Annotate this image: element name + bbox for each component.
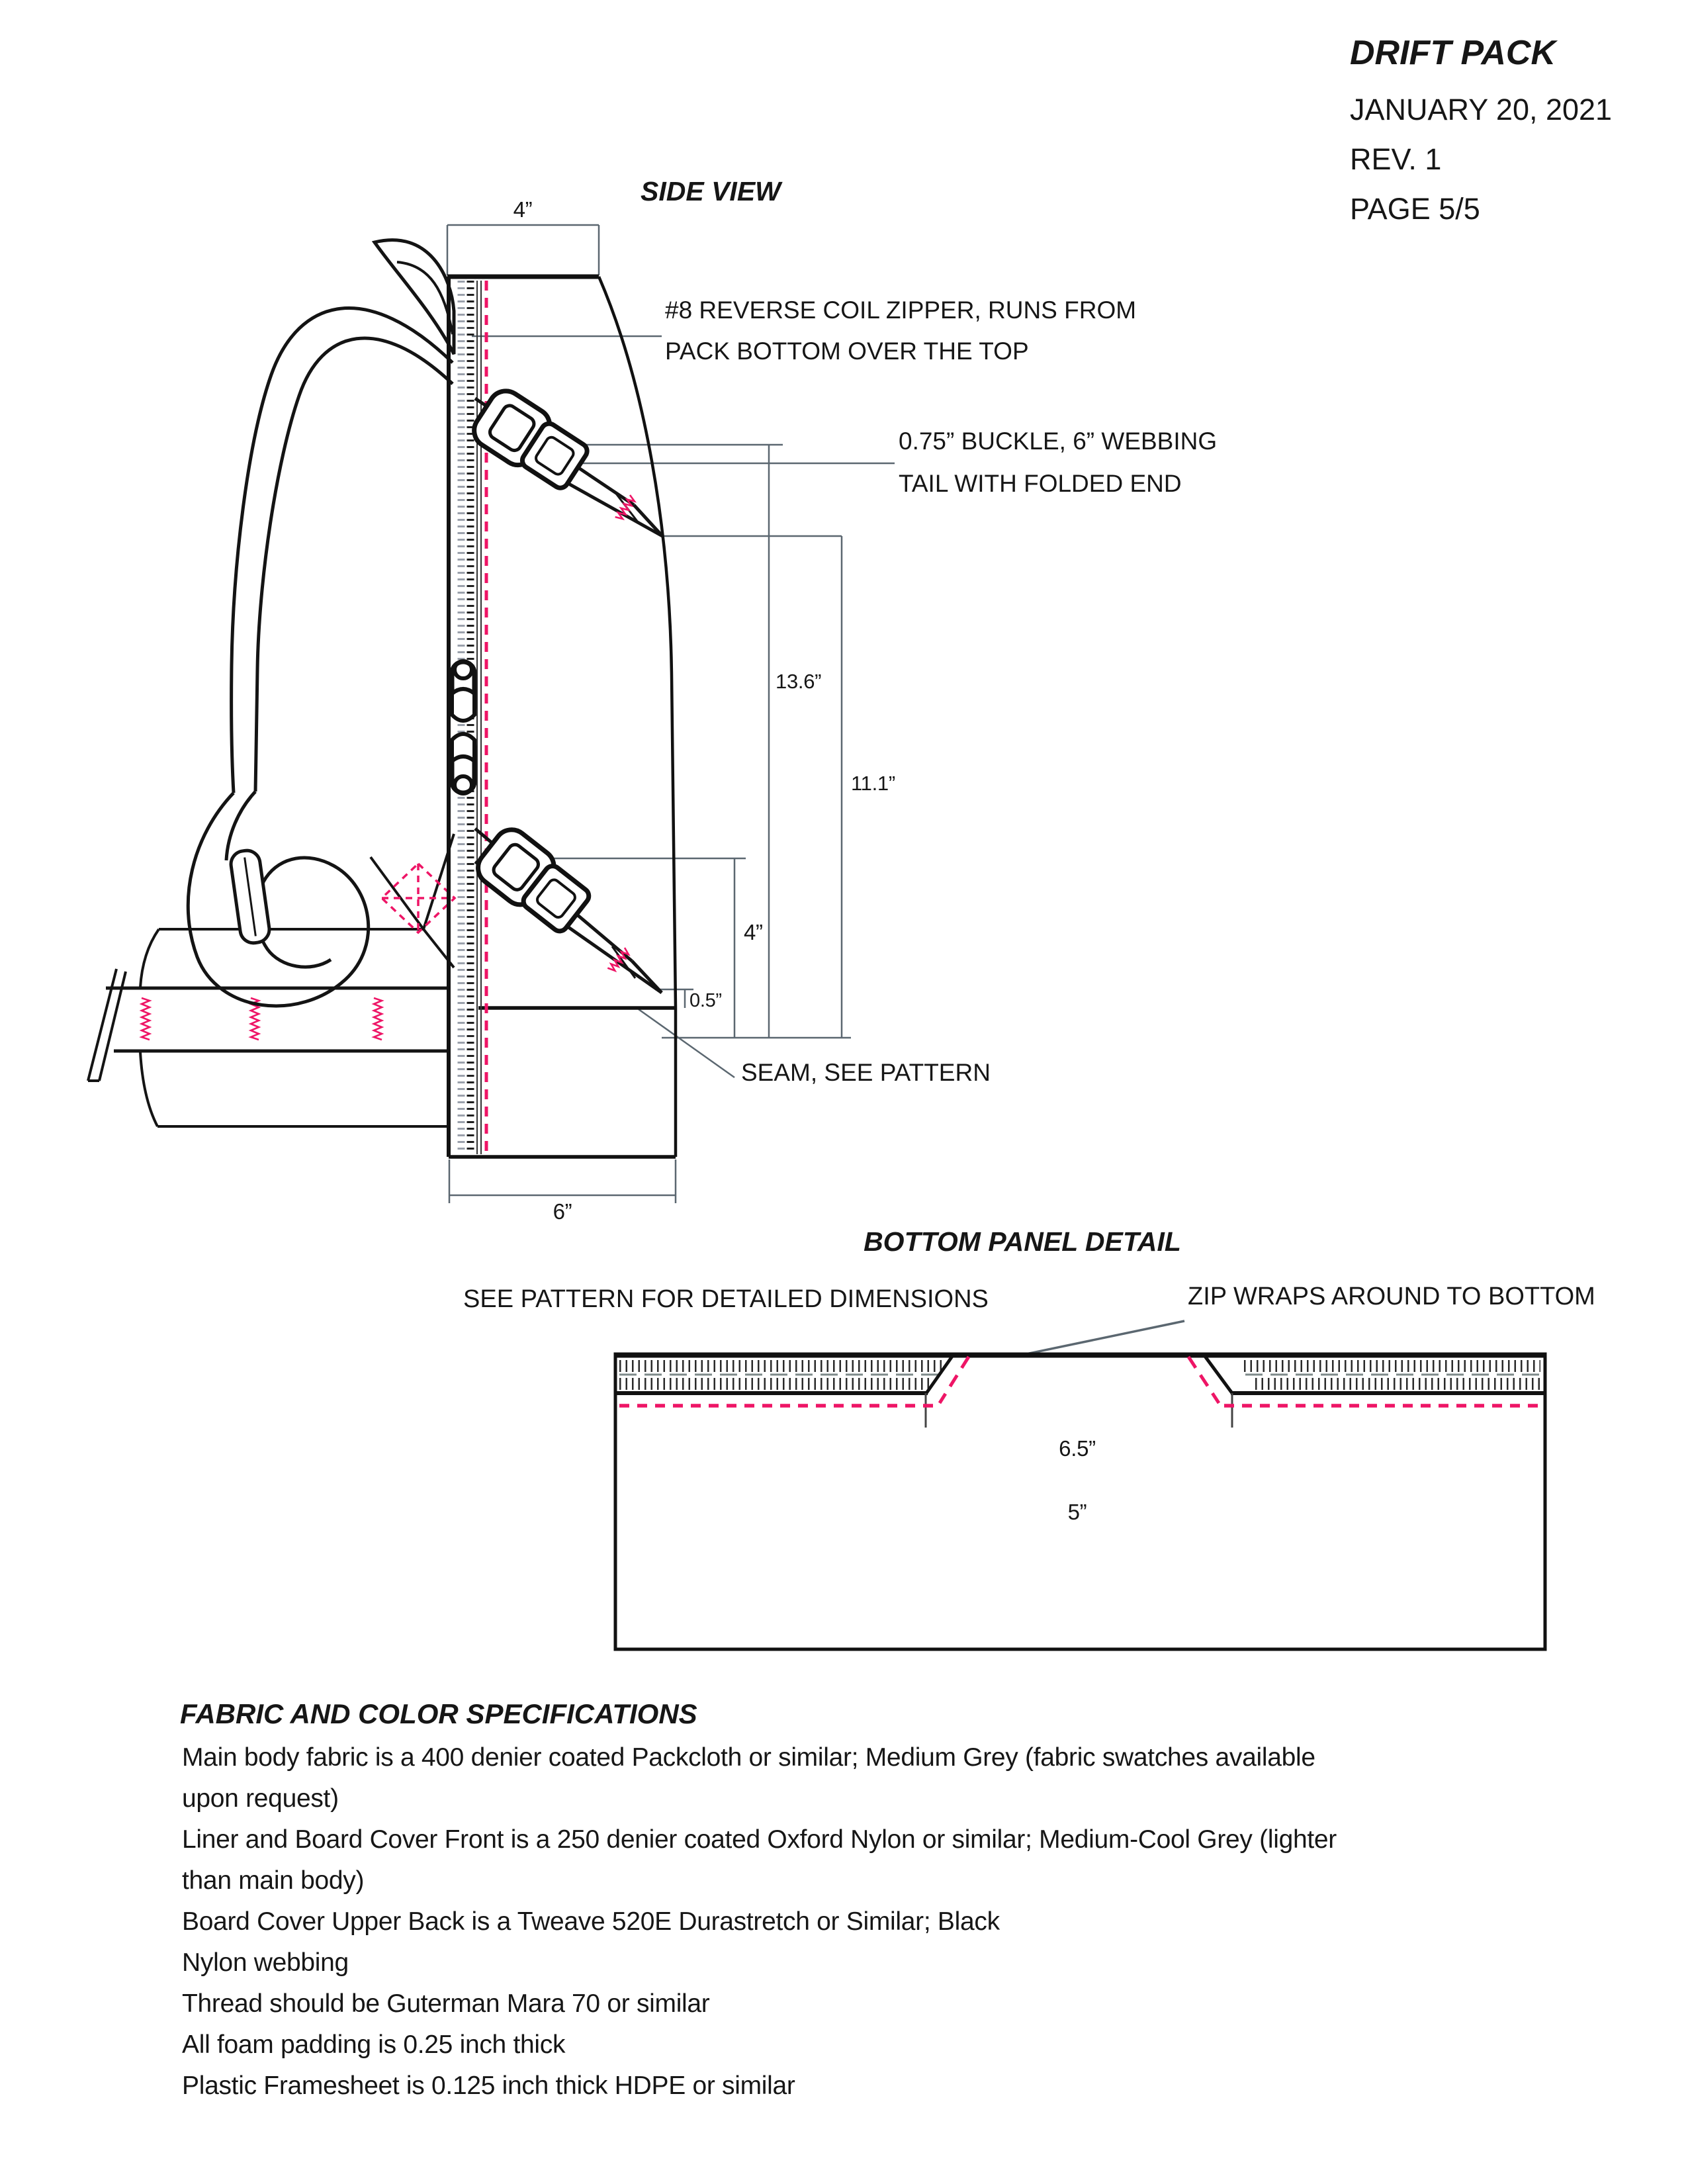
dim-top-width: 4” — [513, 197, 533, 222]
spec-line: upon request) — [182, 1784, 339, 1813]
grab-handle — [375, 240, 454, 354]
spec-line: Nylon webbing — [182, 1948, 349, 1977]
bottom-panel-title: BOTTOM PANEL DETAIL — [864, 1226, 1181, 1257]
annotation-zipper-line1: #8 REVERSE COIL ZIPPER, RUNS FROM — [665, 296, 1137, 324]
specs-heading: FABRIC AND COLOR SPECIFICATIONS — [180, 1698, 697, 1729]
annotation-seam: SEAM, SEE PATTERN — [741, 1059, 991, 1086]
dim-notch-inner: 5” — [1067, 1500, 1087, 1524]
spec-line: Main body fabric is a 400 denier coated Packcloth or similar; Medium Grey (fabric swatches available — [182, 1743, 1315, 1772]
annotation-buckle-line1: 0.75” BUCKLE, 6” WEBBING — [899, 428, 1218, 455]
spec-line: Board Cover Upper Back is a Tweave 520E Durastretch or Similar; Black — [182, 1907, 1000, 1936]
bottom-panel-note-right: ZIP WRAPS AROUND TO BOTTOM — [1188, 1283, 1595, 1310]
zipper-sliders — [452, 661, 474, 794]
sheet-date: JANUARY 20, 2021 — [1350, 93, 1613, 126]
spec-line: All foam padding is 0.25 inch thick — [182, 2030, 566, 2059]
annotation-zipper-line2: PACK BOTTOM OVER THE TOP — [665, 338, 1029, 365]
side-view-title: SIDE VIEW — [641, 176, 781, 206]
dim-mid-height: 13.6” — [776, 670, 822, 693]
bottom-panel-note-left: SEE PATTERN FOR DETAILED DIMENSIONS — [463, 1285, 989, 1313]
hip-belt — [88, 834, 454, 1126]
sheet-revision: REV. 1 — [1350, 142, 1442, 176]
dim-notch-outer: 6.5” — [1059, 1436, 1096, 1461]
sheet-page-number: PAGE 5/5 — [1350, 192, 1480, 226]
sheet-title: DRIFT PACK — [1350, 34, 1556, 72]
spec-line: Liner and Board Cover Front is a 250 denier coated Oxford Nylon or similar; Medium-Cool Grey (lighter — [182, 1825, 1337, 1854]
dim-front-height: 11.1” — [851, 772, 895, 795]
dim-buckle-offset: 4” — [744, 920, 763, 944]
shoulder-strap — [188, 308, 453, 1006]
dim-seam-offset: 0.5” — [689, 990, 722, 1011]
dim-bottom-width: 6” — [553, 1199, 572, 1224]
annotation-buckle-line2: TAIL WITH FOLDED END — [899, 470, 1182, 497]
spec-line: Thread should be Guterman Mara 70 or similar — [182, 1989, 710, 2018]
spec-line: than main body) — [182, 1866, 365, 1895]
spec-line: Plastic Framesheet is 0.125 inch thick HDPE or similar — [182, 2071, 795, 2100]
